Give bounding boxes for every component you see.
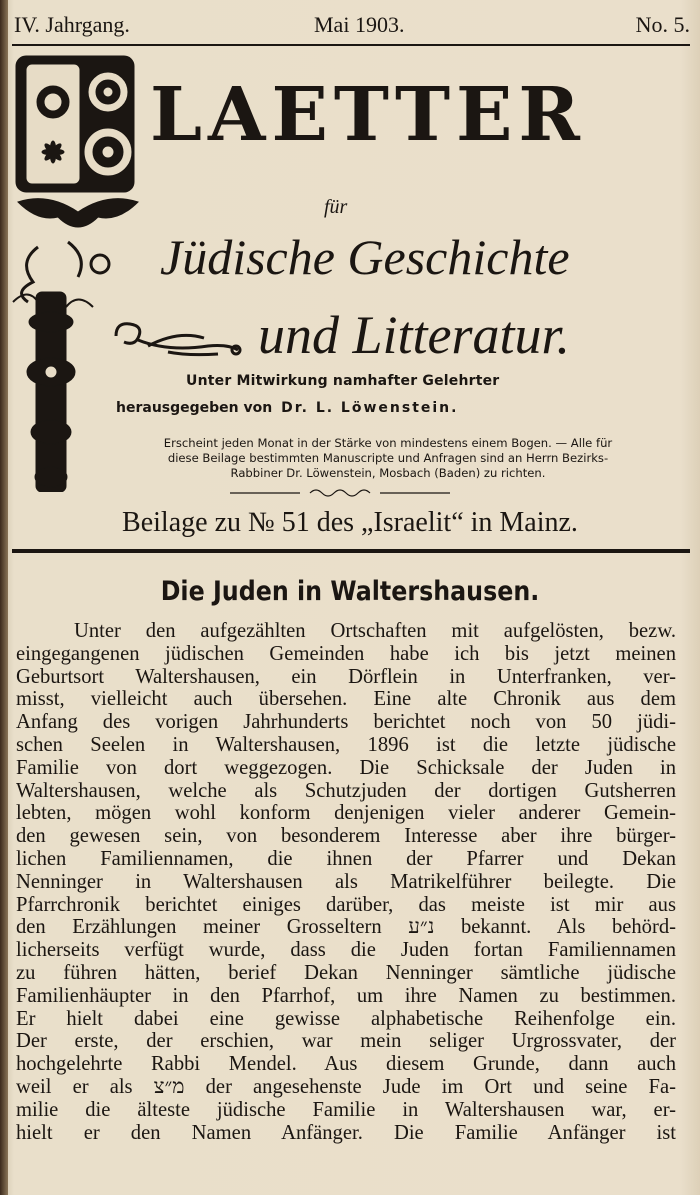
text-line: Nenninger in Waltershausen als Matrikelführer beilegte. Die bbox=[16, 870, 676, 893]
title-letter: E bbox=[271, 72, 334, 158]
article-body bbox=[16, 620, 676, 1144]
editor-line bbox=[116, 400, 458, 416]
title-letter: T bbox=[394, 72, 457, 158]
text-line: milie die älteste jüdische Familie in Waltershausen war, er- bbox=[16, 1098, 676, 1121]
notice-line: Erscheint jeden Monat in der Stärke von mindestens einem Bogen. — Alle für bbox=[163, 436, 613, 450]
text-line: schen Seelen in Waltershausen, 1896 ist die letzte jüdische bbox=[16, 733, 676, 756]
title-fuer: für bbox=[324, 196, 348, 218]
text-line: lebten, mögen wohl konform denjenigen vieler anderer Gemein- bbox=[16, 802, 676, 825]
title-letter: L bbox=[150, 72, 209, 158]
text-line: Geburtsort Waltershausen, ein Dörflein in Unterfranken, ver- bbox=[16, 665, 676, 688]
masthead-rule bbox=[12, 44, 690, 46]
masthead bbox=[14, 10, 690, 44]
flourish-ornament bbox=[108, 316, 248, 358]
volume-label: IV. Jahrgang. bbox=[14, 12, 130, 37]
text-line: Familie von dort weggezogen. Die Schicksale der Juden in bbox=[16, 756, 676, 779]
text-line: den gewesen sein, von besonderem Interesse aber ihre bürger- bbox=[16, 825, 676, 848]
subtitle-line2: und Litteratur. bbox=[258, 305, 571, 365]
editor-prefix: herausgegeben von bbox=[116, 400, 273, 416]
supplement-line: Beilage zu № 51 des „Israelit“ in Mainz. bbox=[122, 507, 578, 538]
notice-line: Rabbiner Dr. Löwenstein, Mosbach (Baden) zu richten. bbox=[230, 466, 546, 480]
text-line: zu führen hätten, berief Dekan Nenninger sämtliche jüdische bbox=[16, 961, 676, 984]
title-letter: A bbox=[208, 72, 272, 158]
issue-number: No. 5. bbox=[635, 12, 690, 37]
title-letter: R bbox=[518, 72, 586, 158]
issue-date: Mai 1903. bbox=[314, 12, 405, 37]
text-line: hochgelehrte Rabbi Mendel. Aus diesem Grunde, dann auch bbox=[16, 1053, 676, 1076]
text-line: eingegangenen jüdischen Gemeinden habe ich bis jetzt meinen bbox=[16, 642, 676, 665]
article-title: Die Juden in Waltershausen. bbox=[160, 576, 540, 607]
title-blaetter bbox=[150, 72, 586, 158]
text-line: Er hielt dabei eine gewisse alphabetische Reihenfolge ein. bbox=[16, 1007, 676, 1030]
notice-line: diese Beilage bestimmten Manuscripte und Anfragen sind an Herrn Bezirks- bbox=[167, 451, 609, 465]
collaboration-line: Unter Mitwirkung namhafter Gelehrter bbox=[186, 373, 500, 389]
text-line: licherseits verfügt wurde, dass die Juden fortan Familiennamen bbox=[16, 939, 676, 962]
text-line: Anfang des vorigen Jahrhunderts berichtet noch von 50 jüdi- bbox=[16, 711, 676, 734]
text-line: Familienhäupter in den Pfarrhof, um ihre Namen zu bestimmen. bbox=[16, 984, 676, 1007]
publication-notice bbox=[86, 436, 690, 481]
ornamental-initial-b bbox=[8, 52, 148, 492]
text-line: Der erste, der erschien, war mein seliger Urgrossvater, der bbox=[16, 1030, 676, 1053]
text-line: weil er als מ״צ der angesehenste Jude im Ort und seine Fa- bbox=[16, 1075, 676, 1098]
text-line: Unter den aufgezählten Ortschaften mit aufgelösten, bezw. bbox=[74, 620, 676, 642]
text-line: lichen Familiennamen, die ihnen der Pfarrer und Dekan bbox=[16, 847, 676, 870]
editor-name: Dr. L. Löwenstein. bbox=[281, 400, 459, 416]
divider-ornament bbox=[230, 487, 450, 499]
text-line: misst, vielleicht auch übersehen. Eine alte Chronik aus dem bbox=[16, 688, 676, 711]
text-line: Waltershausen, welche als Schutzjuden der dortigen Gutsherren bbox=[16, 779, 676, 802]
text-line: Pfarrchronik berichtet einiges darüber, das meiste ist mir aus bbox=[16, 893, 676, 916]
text-line: hielt er den Namen Anfänger. Die Familie Anfänger ist bbox=[16, 1121, 676, 1144]
title-letter: T bbox=[333, 72, 395, 158]
text-line: den Erzählungen meiner Grosseltern נ״ע bekannt. Als behörd- bbox=[16, 916, 676, 939]
page-edge bbox=[0, 0, 8, 1195]
header-rule bbox=[12, 549, 690, 553]
subtitle-line1: Jüdische Geschichte bbox=[160, 229, 570, 285]
title-letter: E bbox=[456, 72, 519, 158]
